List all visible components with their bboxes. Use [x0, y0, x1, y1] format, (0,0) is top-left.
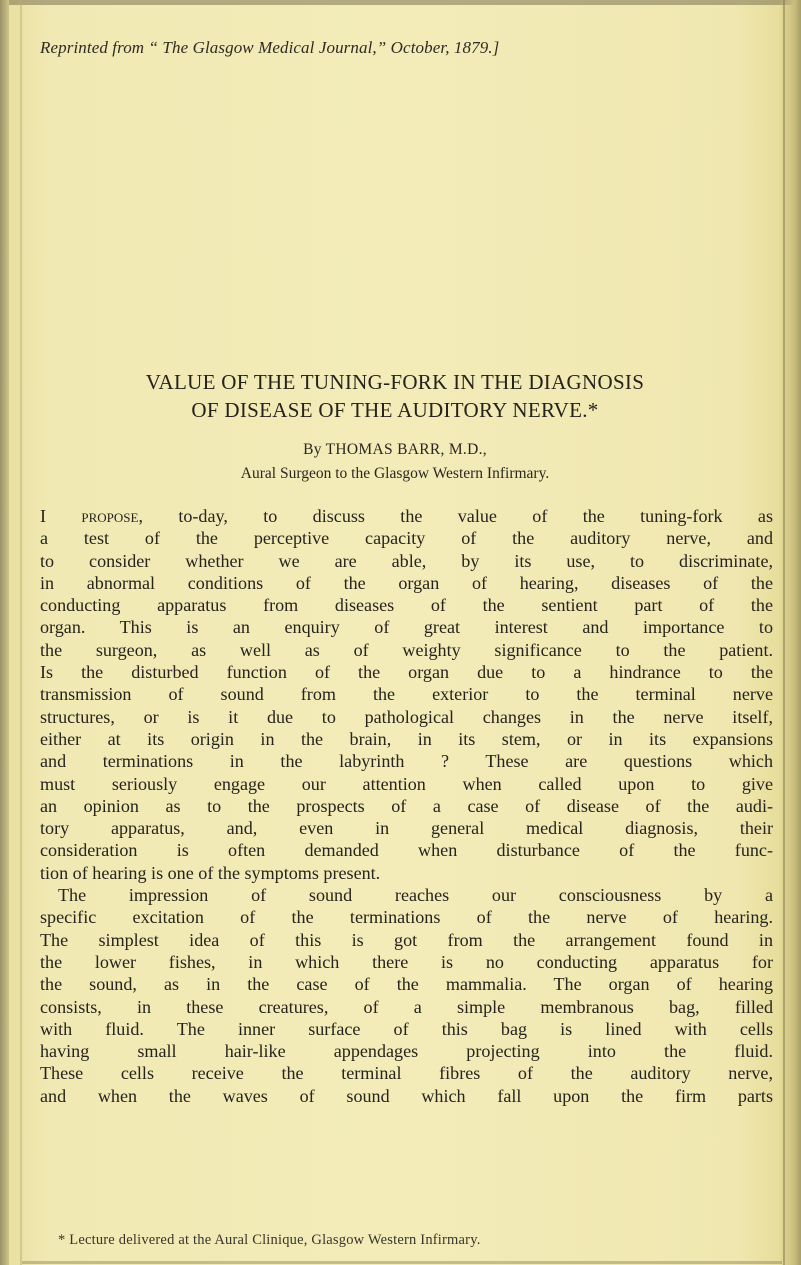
body-line: Is the disturbed function of the organ due to a hindrance to the: [40, 662, 773, 683]
body-line: an opinion as to the prospects of a case of disease of the audi-: [40, 795, 773, 816]
author-affiliation: Aural Surgeon to the Glasgow Western Infirmary.: [240, 465, 550, 482]
body-line: must seriously engage our attention when called upon to give: [40, 773, 773, 794]
body-line: The impression of sound reaches our consciousness by a: [58, 885, 773, 906]
body-line: tion of hearing is one of the symptoms present.: [40, 862, 381, 883]
page-right-edge-line: [783, 0, 785, 1265]
article-title-line-2: OF DISEASE OF THE AUDITORY NERVE.*: [191, 398, 599, 422]
body-line: either at its origin in the brain, in its stem, or in its expansions: [40, 728, 773, 749]
body-line: These cells receive the terminal fibres of the auditory nerve,: [40, 1063, 773, 1084]
body-line: in abnormal conditions of the organ of hearing, diseases of the: [40, 572, 773, 593]
body-line: and when the waves of sound which fall upon the firm parts: [40, 1085, 773, 1106]
body-line: The simplest idea of this is got from the arrangement found in: [40, 929, 773, 950]
body-line: specific excitation of the terminations of the nerve of hearing.: [40, 907, 773, 928]
body-line: transmission of sound from the exterior to the terminal nerve: [40, 684, 773, 705]
body-line: structures, or is it due to pathological changes in the nerve itself,: [40, 706, 773, 727]
body-line: the sound, as in the case of the mammalia. The organ of hearing: [40, 974, 773, 995]
body-line: conducting apparatus from diseases of the sentient part of the: [40, 595, 773, 616]
article-title-line-1: VALUE OF THE TUNING-FORK IN THE DIAGNOSIS: [145, 370, 645, 394]
body-line: the lower fishes, in which there is no conducting apparatus for: [40, 951, 773, 972]
body-line: to consider whether we are able, by its use, to discriminate,: [40, 550, 773, 571]
body-line: organ. This is an enquiry of great interest and importance to: [40, 617, 773, 638]
body-line: consideration is often demanded when disturbance of the func-: [40, 840, 773, 861]
reprint-note: Reprinted from “ The Glasgow Medical Journal,” October, 1879.]: [40, 38, 500, 57]
body-line: and terminations in the labyrinth ? These are questions which: [40, 751, 773, 772]
body-line: having small hair-like appendages projecting into the fluid.: [40, 1041, 773, 1062]
body-line: tory apparatus, and, even in general medical diagnosis, their: [40, 818, 773, 839]
body-line: consists, in these creatures, of a simple membranous bag, filled: [40, 996, 773, 1017]
body-line: the surgeon, as well as of weighty significance to the patient.: [40, 639, 773, 660]
page-bottom-edge: [22, 1261, 782, 1264]
binding-line: [20, 0, 22, 1265]
page-top-edge: [0, 0, 801, 5]
body-line: a test of the perceptive capacity of the auditory nerve, and: [40, 528, 773, 549]
body-line: [40, 505, 773, 527]
author-byline: By THOMAS BARR, M.D.,: [303, 441, 487, 458]
page-left-edge: [0, 0, 9, 1265]
body-line: with fluid. The inner surface of this bag is lined with cells: [40, 1018, 773, 1039]
footnote: * Lecture delivered at the Aural Clinique, Glasgow Western Infirmary.: [58, 1232, 481, 1248]
opening-word: I propose,: [40, 506, 143, 526]
opening-line-rest: to-day, to discuss the value of the tuning-fork as: [142, 506, 773, 526]
article-body: [40, 505, 773, 1107]
